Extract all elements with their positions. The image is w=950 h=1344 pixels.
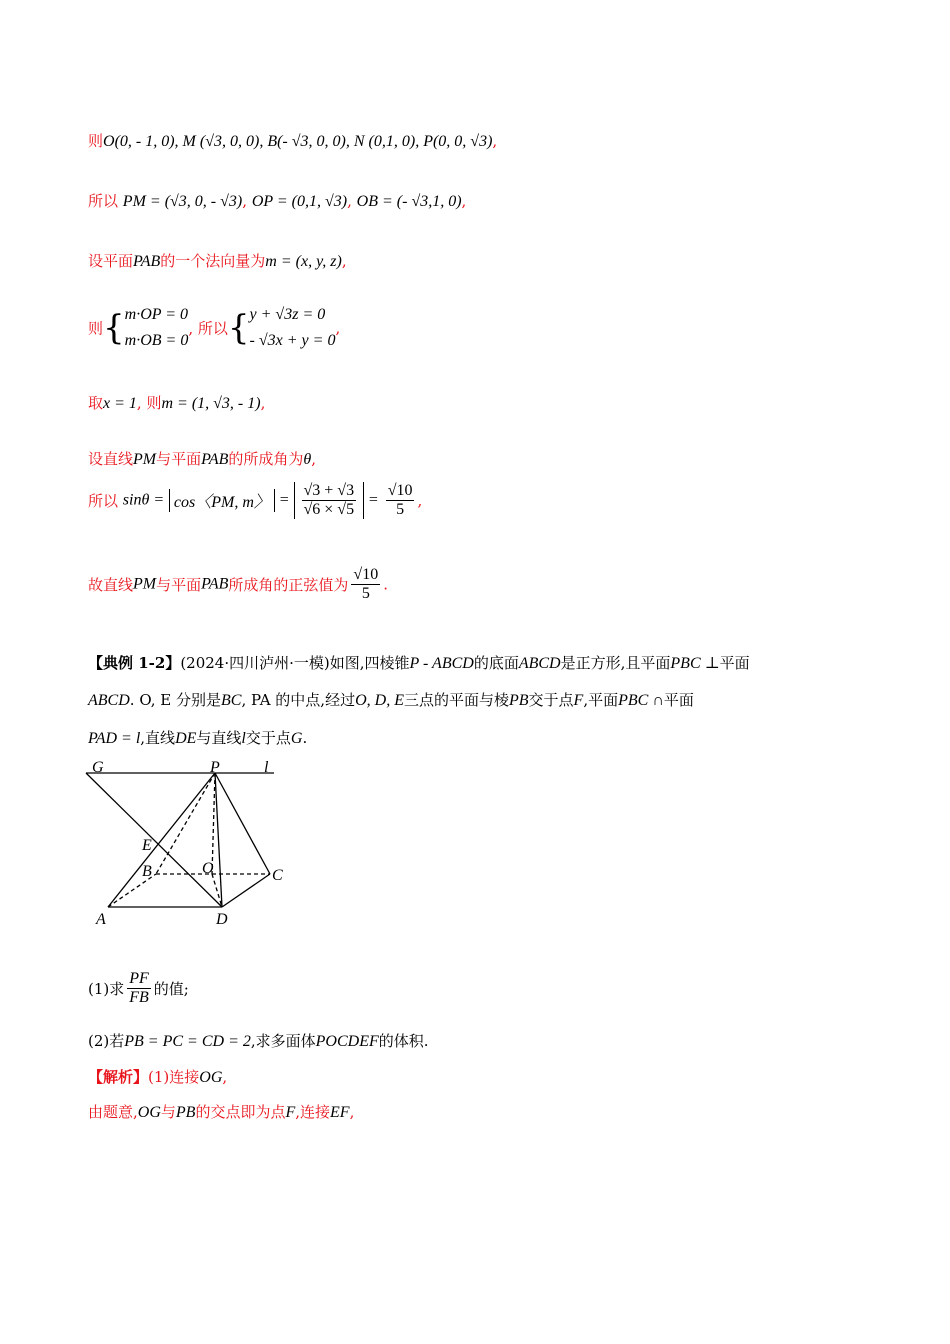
segment-po	[212, 773, 215, 874]
solution2-text: 与	[160, 1103, 176, 1121]
normal-expression: m = (x, y, z)	[265, 253, 342, 270]
conclusion-mid2: 所成角的正弦值为	[228, 576, 349, 594]
q1-label: (1)求	[88, 980, 125, 998]
line-de: DE	[175, 730, 197, 747]
example-text: 平面	[663, 691, 694, 709]
solution-seg: OG	[199, 1069, 223, 1086]
solution2-f: F	[285, 1104, 296, 1121]
equation-3: y + √3z = 0	[249, 306, 326, 323]
angle-prefix: 设直线	[88, 450, 134, 468]
label-e: E	[142, 837, 152, 854]
example-line-2	[88, 689, 694, 710]
equation-2: m·OB = 0	[124, 332, 189, 349]
vectors-separator: ,	[347, 192, 352, 210]
vectors-prefix: 所以	[88, 192, 119, 210]
system-prefix: 则	[88, 319, 104, 338]
example-text: 三点的平面与棱	[403, 691, 509, 709]
sine-prefix: 所以	[88, 492, 119, 510]
conclusion-prefix: 故直线	[88, 576, 134, 594]
left-brace: {	[227, 308, 250, 348]
sine-result	[386, 482, 415, 519]
question-1	[88, 970, 189, 1007]
pyramid-figure	[82, 752, 302, 932]
equation-4: - √3x + y = 0	[249, 332, 336, 349]
q1-numerator: PF	[129, 970, 149, 987]
take-x-line	[88, 392, 265, 413]
normal-mid: 的一个法向量为	[160, 252, 266, 270]
question-2	[88, 1030, 429, 1051]
example-line-3	[88, 727, 307, 748]
vectors-line	[88, 190, 466, 211]
angle-theta: θ	[303, 451, 312, 468]
q2-solid: POCDEF	[315, 1033, 379, 1050]
point-g: G	[290, 730, 303, 747]
conclusion-mid1: 与平面	[156, 576, 202, 594]
solution2-pb: PB	[175, 1104, 196, 1121]
cos-numerator: √3 + √3	[303, 482, 355, 499]
conclusion-line	[88, 566, 388, 603]
vectors-separator: ,	[242, 192, 248, 210]
fraction-abs	[294, 482, 365, 519]
example-text: .	[302, 729, 308, 747]
label-a: A	[96, 911, 106, 928]
sine-result-numerator: √10	[387, 482, 413, 499]
take-expression: m = (1, √3, - 1)	[161, 395, 261, 412]
solution2-text: ,	[349, 1103, 355, 1121]
example-tag: 【典例 1-2】	[88, 654, 181, 672]
q2-label: (2)若	[88, 1032, 125, 1050]
cos-fraction	[302, 482, 357, 519]
example-text: 的底面	[473, 654, 519, 672]
angle-mid2: 的所成角为	[228, 450, 304, 468]
angle-line	[88, 448, 316, 469]
system-suffix: ,	[335, 319, 341, 337]
example-text: ,直线	[140, 729, 176, 747]
q1-fraction	[127, 970, 151, 1007]
segment-g-d	[86, 773, 222, 907]
example-text: . O, E 分别是	[129, 691, 221, 709]
edge-pb: PB	[508, 692, 529, 709]
vectors-suffix: ,	[461, 192, 467, 210]
conclusion-numerator: √10	[353, 566, 379, 583]
vector-pm: PM = (√3, 0, - √3)	[122, 193, 243, 210]
conclusion-line-name: PM	[133, 575, 157, 593]
solution-line-1	[88, 1066, 227, 1087]
example-text: 交于点	[528, 691, 574, 709]
solution2-ef: EF	[330, 1104, 350, 1121]
plane-pbc-intersect: PBC ∩	[618, 692, 664, 709]
plane-abcd: ABCD	[88, 692, 130, 709]
take-mid: , 则	[136, 394, 162, 412]
conclusion-suffix: .	[383, 575, 388, 594]
solution2-text: ,连接	[295, 1103, 331, 1121]
vector-ob: OB = (- √3,1, 0)	[356, 193, 462, 210]
example-text: , PA 的中点,经过	[241, 691, 356, 709]
dot-product-system	[125, 302, 189, 354]
solution-step: (1)连接	[148, 1068, 200, 1086]
angle-suffix: ,	[311, 450, 317, 468]
sine-result-denominator: 5	[396, 501, 405, 518]
edge-pa	[108, 773, 215, 907]
equation-system-line	[88, 302, 340, 354]
coordinates-prefix: 则	[88, 132, 104, 150]
label-o: O	[202, 860, 214, 877]
example-source: (2024·四川泸州·一模)如图,四棱锥	[180, 654, 410, 672]
angle-mid1: 与平面	[156, 450, 202, 468]
points-ode: O, D, E	[355, 692, 404, 709]
normal-plane: PAB	[133, 253, 161, 270]
take-condition: x = 1	[103, 395, 137, 412]
equation-1: m·OP = 0	[124, 306, 189, 323]
conclusion-denominator: 5	[361, 585, 370, 602]
label-l: l	[264, 759, 269, 776]
pyramid-name: P - ABCD	[409, 655, 474, 672]
edge-dc	[222, 874, 270, 907]
example-text: 是正方形,且平面	[560, 654, 671, 672]
system-mid: , 所以	[188, 319, 228, 338]
label-g: G	[92, 759, 104, 776]
q2-condition: PB = PC = CD = 2	[124, 1033, 251, 1050]
solution2-og: OG	[137, 1104, 161, 1121]
sine-lhs: sinθ =	[122, 491, 165, 509]
sine-suffix: ,	[417, 491, 423, 510]
label-d: D	[216, 911, 228, 928]
segment-bc: BC	[221, 692, 242, 709]
plane-pbc: PBC ⊥	[670, 655, 720, 672]
point-f: F	[573, 692, 584, 709]
edge-pd	[215, 773, 222, 907]
q1-denominator: FB	[129, 989, 149, 1006]
conclusion-plane: PAB	[201, 575, 229, 593]
conclusion-fraction	[351, 566, 380, 603]
edge-pb	[156, 773, 215, 874]
linear-system	[250, 302, 336, 354]
example-line-1	[88, 652, 750, 673]
q2-mid: ,求多面体	[250, 1032, 316, 1050]
take-prefix: 取	[88, 394, 104, 412]
label-b: B	[142, 863, 152, 880]
coordinates-expression: O(0, - 1, 0), M (√3, 0, 0), B(- √3, 0, 0), N (0,1, 0), P(0, 0, √3)	[103, 133, 493, 150]
solution2-text: 由题意,	[88, 1103, 138, 1121]
angle-plane: PAB	[201, 451, 229, 468]
sine-line: 所以 sinθ = cos〈PM, m〉 = $\frac{√3 + √3}{√6 \times √5}$ = $\frac{√10}{5}$ ,	[88, 482, 423, 518]
solution-line-2	[88, 1101, 354, 1122]
label-c: C	[272, 867, 283, 884]
normal-vector-line	[88, 250, 347, 271]
coordinates-line	[88, 130, 497, 151]
example-text: 平面	[719, 654, 750, 672]
left-brace: {	[103, 308, 125, 348]
solution2-text: 的交点即为点	[195, 1103, 286, 1121]
example-text: 交于点	[245, 729, 291, 747]
example-text: 与直线	[196, 729, 242, 747]
q2-suffix: 的体积.	[378, 1032, 429, 1050]
take-suffix: ,	[260, 394, 266, 412]
angle-line-name: PM	[133, 451, 157, 468]
coordinates-suffix: ,	[492, 132, 498, 150]
vector-op: OP = (0,1, √3)	[251, 193, 348, 210]
q1-suffix: 的值;	[153, 980, 189, 998]
plane-pad-line: PAD = l	[88, 730, 141, 747]
solution-tag: 【解析】	[88, 1068, 149, 1086]
cos-abs	[169, 489, 275, 512]
edge-pc	[215, 773, 270, 874]
solution-suffix: ,	[222, 1068, 228, 1086]
label-p: P	[210, 759, 220, 776]
example-text: ,平面	[583, 691, 619, 709]
cos-denominator: √6 × √5	[303, 501, 355, 518]
normal-prefix: 设平面	[88, 252, 134, 270]
normal-suffix: ,	[341, 252, 347, 270]
line-l: l	[241, 730, 246, 747]
cos-expression: cos〈PM, m〉	[173, 494, 270, 511]
base-name: ABCD	[518, 655, 561, 672]
